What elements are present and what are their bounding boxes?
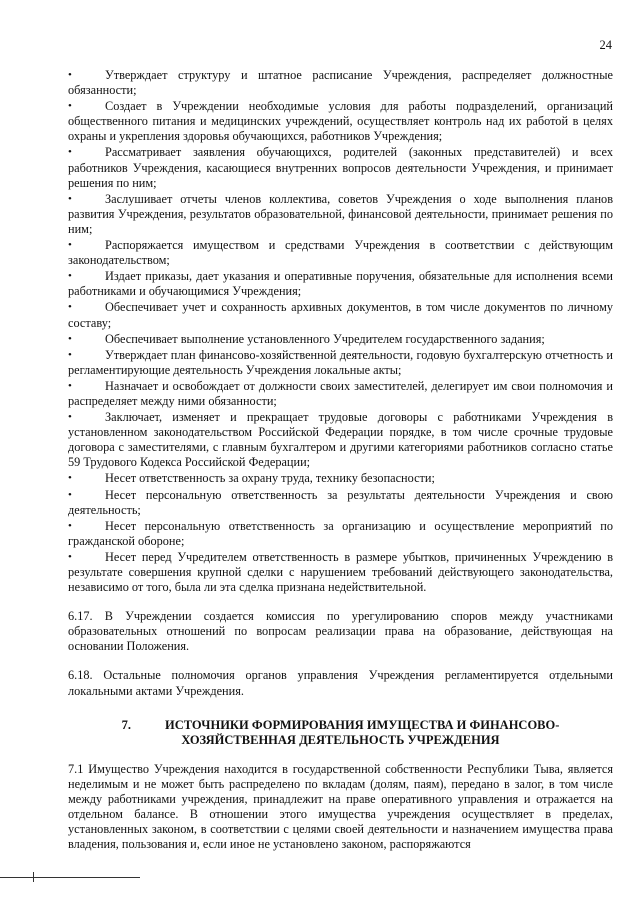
bullet-symbol: •	[68, 270, 72, 283]
bullet-symbol: •	[68, 519, 72, 532]
section-7-heading	[68, 718, 613, 748]
bullet-item	[68, 145, 613, 190]
bullet-item	[68, 238, 613, 268]
bullet-text: Несет ответственность за охрану труда, технику безопасности;	[105, 471, 435, 486]
bullet-text: Утверждает структуру и штатное расписание Учреждения, распределяет должностные обязанности;	[68, 68, 613, 98]
bullet-item	[68, 519, 613, 549]
bullet-text: Распоряжается имуществом и средствами Учреждения в соответствии с действующим законодательством;	[68, 238, 613, 268]
bullet-text: Несет персональную ответственность за организацию и осуществление мероприятий по гражданской обороне;	[68, 518, 613, 548]
section-title: ИСТОЧНИКИ ФОРМИРОВАНИЯ ИМУЩЕСТВА И ФИНАНСОВО-ХОЗЯЙСТВЕННАЯ ДЕЯТЕЛЬНОСТЬ УЧРЕЖДЕНИЯ	[164, 717, 560, 747]
document-body	[68, 68, 613, 852]
footer-tick-mark	[33, 872, 34, 882]
bullet-symbol: •	[68, 348, 72, 361]
bullet-symbol: •	[68, 488, 72, 501]
bullet-item	[68, 550, 613, 595]
bullet-symbol: •	[68, 379, 72, 392]
bullet-item	[68, 410, 613, 470]
bullet-item	[68, 488, 613, 518]
bullet-text: Издает приказы, дает указания и оперативные поручения, обязательные для исполнения всеми работниками и обучающимися Учреждения;	[68, 269, 613, 299]
paragraph-6-18: 6.18. Остальные полномочия органов управления Учреждения регламентируется отдельными локальными актами Учреждения.	[68, 668, 613, 698]
bullet-text: Утверждает план финансово-хозяйственной деятельности, годовую бухгалтерскую отчетность и регламентирующие деятельность Учреждения локальные акты;	[68, 347, 613, 377]
bullet-symbol: •	[68, 550, 72, 563]
bullet-symbol: •	[68, 69, 72, 81]
paragraph-7-1: 7.1 Имущество Учреждения находится в государственной собственности Республики Тыва, является неделимым и не может быть распределено по вкладам (долям, паям), передано в залог, в том числе между работниками учреждения, принадлежит на праве оперативного управления и отражается на отдельном балансе. В отношении этого имущества учреждения осуществляет в пределах, установленных законом, в соответствии с целями своей деятельности и назначением имущества права владения, пользования и, если иное не установлено законом, распоряжаются	[68, 761, 613, 852]
page-number: 24	[599, 38, 612, 52]
bullet-item	[68, 471, 613, 486]
bullet-text: Несет перед Учредителем ответственность в размере убытков, причиненных Учреждению в результате совершения крупной сделки с нарушением требований действующего законодательства, независимо от того, была ли эта сделка признана недействительной.	[68, 549, 613, 595]
director-duties-list	[68, 68, 613, 595]
bullet-symbol: •	[68, 332, 72, 345]
bullet-item	[68, 379, 613, 409]
bullet-symbol: •	[68, 100, 72, 113]
bullet-symbol: •	[68, 192, 72, 205]
bullet-item	[68, 192, 613, 237]
paragraph-6-17: 6.17. В Учреждении создается комиссия по урегулированию споров между участниками образовательных отношений по вопросам реализации права на образование, действующая на основании Положения.	[68, 609, 613, 654]
bullet-text: Несет персональную ответственность за результаты деятельности Учреждения и свою деятельность;	[68, 487, 613, 517]
section-number: 7.	[121, 717, 131, 732]
bullet-symbol: •	[68, 411, 72, 424]
bullet-text: Заключает, изменяет и прекращает трудовые договоры с работниками Учреждения в установленном законодательством Российской Федерации порядке, в том числе срочные трудовые договора с заместителями, с главным бухгалтером и другими категориями работников согласно статье 59 Трудового Кодекса Российской Федерации;	[68, 410, 613, 470]
bullet-item	[68, 332, 613, 347]
bullet-item	[68, 68, 613, 98]
bullet-item	[68, 348, 613, 378]
bullet-item	[68, 300, 613, 330]
bullet-text: Обеспечивает учет и сохранность архивных документов, в том числе документов по личному составу;	[68, 300, 613, 330]
bullet-text: Заслушивает отчеты членов коллектива, советов Учреждения о ходе выполнения планов развития Учреждения, результатов образовательной, финансовой деятельности, принимает решения по ним;	[68, 191, 613, 236]
bullet-item	[68, 99, 613, 144]
bullet-text: Рассматривает заявления обучающихся, родителей (законных представителей) и всех работников Учреждения, касающиеся внутренних вопросов деятельности Учреждения, и принимает решения по ним;	[68, 145, 613, 190]
bullet-symbol: •	[68, 146, 72, 159]
bullet-symbol: •	[68, 301, 72, 314]
bullet-symbol: •	[68, 472, 72, 485]
bullet-text: Создает в Учреждении необходимые условия для работы подразделений, организаций общественного питания и медицинских учреждений, осуществляет контроль над их работой в целях охраны и укрепления здоровья обучающихся, работников Учреждения;	[68, 99, 613, 144]
footer-rule	[0, 877, 140, 878]
bullet-item	[68, 269, 613, 299]
bullet-text: Назначает и освобождает от должности своих заместителей, делегирует им свои полномочия и распределяет между ними обязанности;	[68, 378, 613, 408]
bullet-symbol: •	[68, 239, 72, 252]
bullet-text: Обеспечивает выполнение установленного Учредителем государственного задания;	[105, 331, 545, 346]
